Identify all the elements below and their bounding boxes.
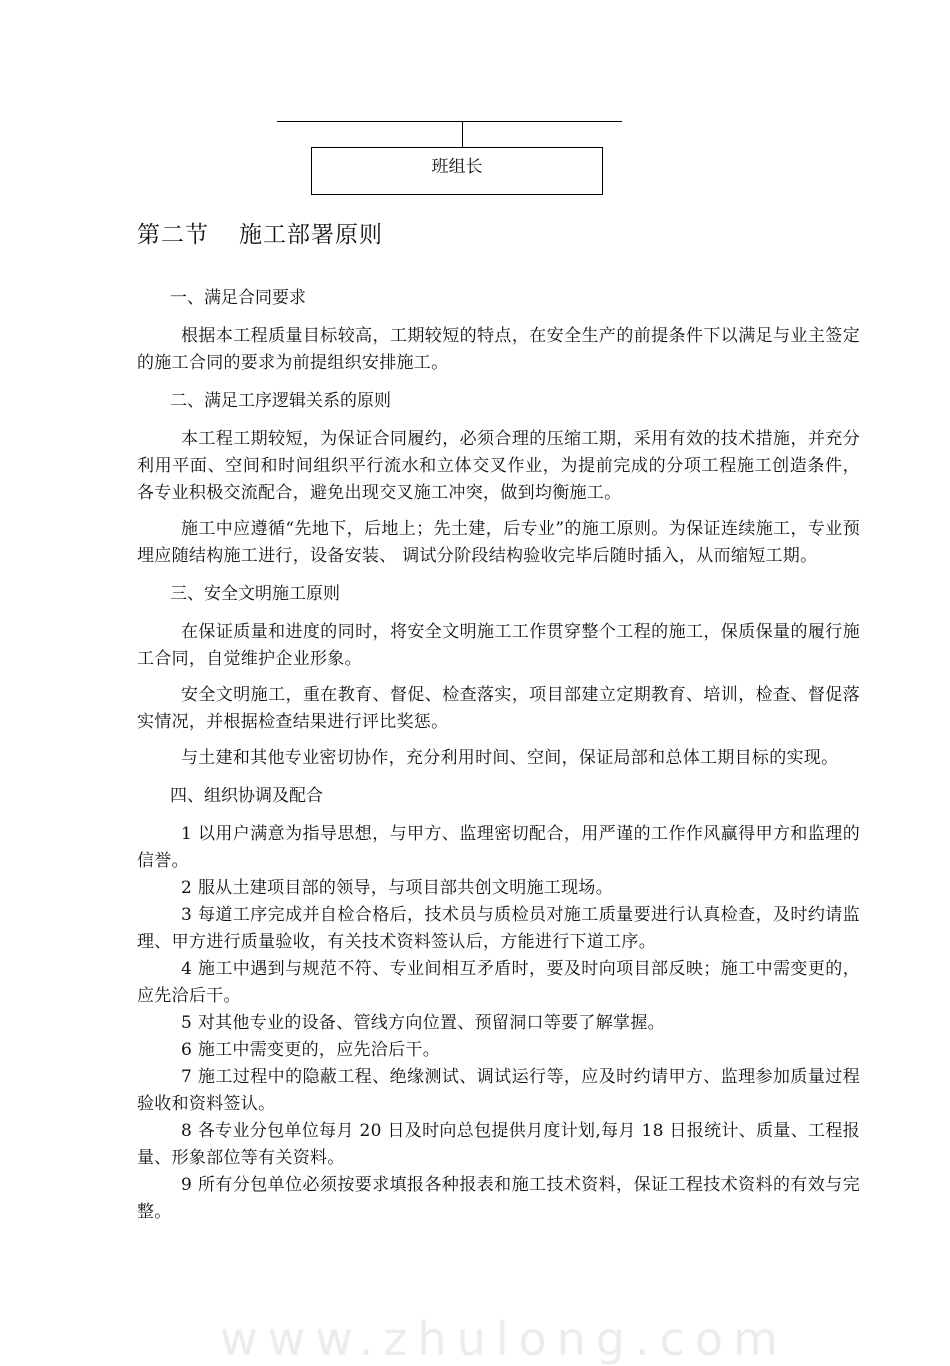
section-title	[137, 215, 860, 255]
paragraph: 根据本工程质量目标较高，工期较短的特点，在安全生产的前提条件下以满足与业主签定的施工合同的要求为前提组织安排施工。	[137, 326, 860, 373]
watermark-text: www.zhulong.com	[220, 1312, 788, 1366]
list-item: 8 各专业分包单位每月 20 日及时向总包提供月度计划,每月 18 日报统计、质量、工程报量、形象部位等有关资料。	[137, 1121, 860, 1168]
section-number: 第二节	[137, 222, 209, 248]
list-item: 7 施工过程中的隐蔽工程、绝缘测试、调试运行等，应及时约请甲方、监理参加质量过程验收和资料签认。	[137, 1067, 860, 1114]
paragraph: 在保证质量和进度的同时，将安全文明施工工作贯穿整个工程的施工，保质保量的履行施工合同，自觉维护企业形象。	[137, 622, 860, 669]
paragraph: 本工程工期较短，为保证合同履约，必须合理的压缩工期，采用有效的技术措施，并充分利用平面、空间和时间组织平行流水和立体交叉作业，为提前完成的分项工程施工创造条件，各专业积极交流配合，避免出现交叉施工冲突，做到均衡施工。	[137, 429, 860, 503]
list-item: 4 施工中遇到与规范不符、专业间相互矛盾时，要及时向项目部反映；施工中需变更的，应先洽后干。	[137, 959, 860, 1006]
list-item: 6 施工中需变更的，应先洽后干。	[181, 1040, 441, 1060]
subsection-heading-3: 三、安全文明施工原则	[170, 584, 340, 604]
paragraph: 施工中应遵循“先地下，后地上；先土建，后专业”的施工原则。为保证连续施工，专业预埋应随结构施工进行，设备安装、 调试分阶段结构验收完毕后随时插入，从而缩短工期。	[137, 519, 860, 566]
subsection-heading-1: 一、满足合同要求	[170, 288, 306, 308]
paragraph: 与土建和其他专业密切协作，充分利用时间、空间，保证局部和总体工期目标的实现。	[181, 748, 839, 768]
list-item: 9 所有分包单位必须按要求填报各种报表和施工技术资料，保证工程技术资料的有效与完整。	[137, 1175, 860, 1222]
subsection-heading-4: 四、组织协调及配合	[170, 786, 323, 806]
document-body	[137, 215, 860, 1226]
list-item: 2 服从土建项目部的领导，与项目部共创文明施工现场。	[181, 878, 614, 898]
list-item: 5 对其他专业的设备、管线方向位置、预留洞口等要了解掌握。	[181, 1013, 665, 1033]
subsection-heading-2: 二、满足工序逻辑关系的原则	[170, 391, 391, 411]
org-chart-connector-vertical	[462, 122, 463, 147]
list-item: 1 以用户满意为指导思想，与甲方、监理密切配合，用严谨的工作作风赢得甲方和监理的信誉。	[137, 824, 860, 871]
org-chart-connector-horizontal	[277, 121, 622, 122]
section-title-text: 施工部署原则	[239, 222, 383, 248]
paragraph: 安全文明施工，重在教育、督促、检查落实，项目部建立定期教育、培训，检查、督促落实情况，并根据检查结果进行评比奖惩。	[137, 685, 860, 732]
org-chart-box-team-leader: 班组长	[311, 147, 603, 195]
list-item: 3 每道工序完成并自检合格后，技术员与质检员对施工质量要进行认真检查，及时约请监理、甲方进行质量验收，有关技术资料签认后，方能进行下道工序。	[137, 905, 860, 952]
